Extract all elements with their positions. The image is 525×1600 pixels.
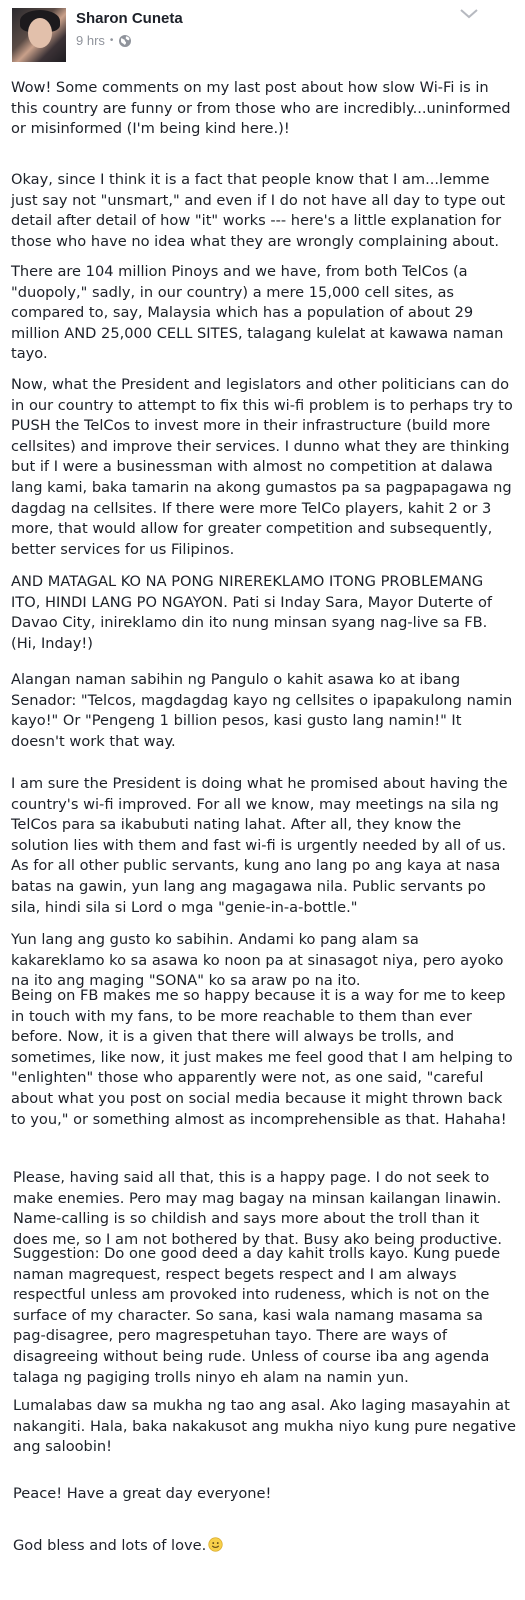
post-paragraph: There are 104 million Pinoys and we have, from both TelCos (a "duopoly," sadly, in our country) a mere 15,000 cell sites, as compared to, say, Malaysia which has a population of about 29 million AND 25,000 CELL SITES, talagang kulelat at kawawa naman tayo. xyxy=(11,263,504,363)
post-header xyxy=(0,0,525,64)
avatar-face xyxy=(28,18,52,48)
post-paragraph: AND MATAGAL KO NA PONG NIREREKLAMO ITONG PROBLEMANG ITO, HINDI LANG PO NGAYON. Pati si Inday Sara, Mayor Duterte of Davao City, inireklamo din ito nung minsan syang nag-live sa FB. (Hi, Inday!) xyxy=(11,573,493,652)
post-paragraph: Wow! Some comments on my last post about how slow Wi-Fi is in this country are funny or from those who are incredibly...uninformed or misinformed (I'm being kind here.)! xyxy=(11,79,511,138)
chevron-down-icon[interactable] xyxy=(458,6,480,22)
avatar[interactable] xyxy=(12,8,66,62)
post-paragraph: I am sure the President is doing what he promised about having the country's wi-fi improved. For all we know, may meetings na sila ng TelCos para sa ikabubuti nating lahat. After all, they know the solution lies with them and fast wi-fi is urgently needed by all of us. As for all other public servants, kung ano lang po ang kaya at nasa batas na gawin, yun lang ang magagawa nila. Public servants po sila, hindi sila si Lord o mga "genie-in-a-bottle." xyxy=(11,775,508,916)
post-paragraph: Now, what the President and legislators and other politicians can do in our country to attempt to fix this wi-fi problem is to perhaps try to PUSH the TelCos to invest more in their infrastructure (build more cellsites) and improve their services. I dunno what they are thinking but if I were a businessman with almost no competition at dalawa lang kami, baka tamarin na akong gumastos pa sa pagpapagawa ng dagdag na cellsites. If there were more TelCo players, kahit 2 or 3 more, that would allow for greater competition and subsequently, better services for us Filipinos. xyxy=(11,376,513,558)
post-paragraph: God bless and lots of love. xyxy=(13,1537,207,1554)
author-name[interactable]: Sharon Cuneta xyxy=(76,10,183,27)
post-paragraph: Alangan naman sabihin ng Pangulo o kahit asawa ko at ibang Senador: "Telcos, magdagdag kayo ng cellsites o ipapakulong namin kayo!" Or "Pengeng 1 billion pesos, kasi gusto lang namin!" It doesn't work that way. xyxy=(11,671,513,750)
smiley-icon xyxy=(208,1537,223,1552)
post-body xyxy=(11,78,516,1554)
post-paragraph: Suggestion: Do one good deed a day kahit trolls kayo. Kung puede naman magrequest, respect begets respect and I am always respectful unless am provoked into rudeness, which is not on the surface of my character. So sana, kasi wala namang masama sa pag-disagree, pero magrespetuhan tayo. There are ways of disagreeing without being rude. Unless of course iba ang agenda talaga ng pagiging trolls ninyo eh alam na namin yun. xyxy=(13,1245,501,1386)
post-paragraph: Yun lang ang gusto ko sabihin. Andami ko pang alam sa kakareklamo ko sa asawa ko noon pa at sinasagot niya, pero ayoko na ito ang maging "SONA" ko sa araw po na ito. xyxy=(11,931,504,990)
post-closing xyxy=(13,1536,223,1557)
post-paragraph: Lumalabas daw sa mukha ng tao ang asal. Ako laging masayahin at nakangiti. Hala, baka nakakusot ang mukha niyo kung pure negative ang saloobin! xyxy=(13,1397,516,1456)
post-paragraph: Please, having said all that, this is a happy page. I do not seek to make enemies. Pero may mag bagay na minsan kailangan linawin. Name-calling is so childish and says more about the troll than it does me, so I am not bothered by that. Busy ako being productive. xyxy=(13,1169,502,1248)
globe-icon[interactable] xyxy=(118,34,132,48)
post-paragraph: Peace! Have a great day everyone! xyxy=(13,1485,272,1502)
post-time[interactable]: 9 hrs xyxy=(76,33,105,48)
meta-separator: • xyxy=(109,35,114,46)
post-paragraph: Okay, since I think it is a fact that people know that I am...lemme just say not "unsmart," and even if I do not have all day to type out detail after detail of how "it" works --- here's a little explanation for those who have no idea what they are wrongly complaining about. xyxy=(11,171,506,250)
post-meta xyxy=(76,33,132,48)
post-paragraph: Being on FB makes me so happy because it is a way for me to keep in touch with my fans, to be more reachable to them than ever before. Now, it is a given that there will always be trolls, and sometimes, like now, it just makes me feel good that I am helping to "enlighten" those who apparently were not, as one said, "careful about what you post on social media because it might thrown back to you," or something almost as incomprehensible as that. Hahaha! xyxy=(11,987,513,1128)
